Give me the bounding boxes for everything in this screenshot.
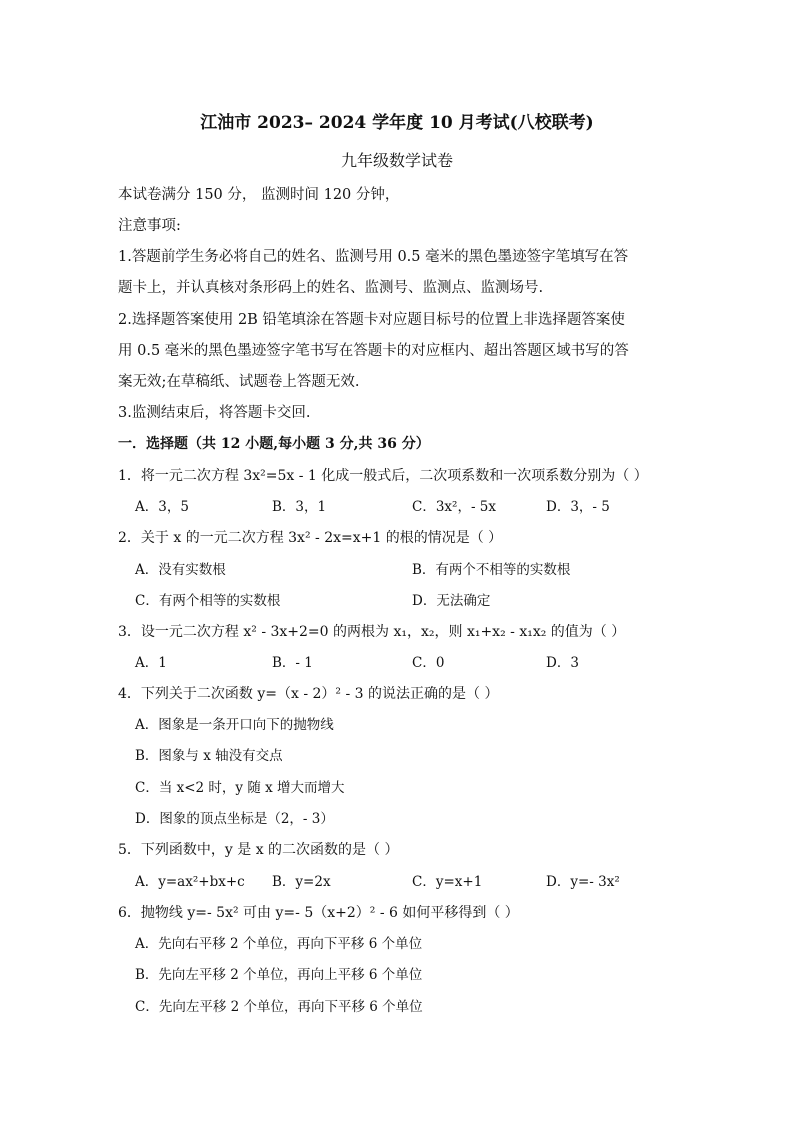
- question-3-option-d: D．3: [546, 655, 579, 671]
- score-time-line: 本试卷满分 150 分， 监测时间 120 分钟，: [118, 187, 400, 203]
- question-3-option-b: B．- 1: [272, 655, 313, 671]
- question-2-option-c: C．有两个相等的实数根: [135, 593, 281, 609]
- question-6-option-a: A．先向右平移 2 个单位，再向下平移 6 个单位: [135, 936, 423, 952]
- question-3-option-a: A．1: [135, 655, 167, 671]
- section-heading: 一．选择题（共 12 小题,每小题 3 分,共 36 分）: [118, 436, 430, 452]
- question-5-stem: 5．下列函数中，y 是 x 的二次函数的是（ ）: [118, 842, 399, 858]
- question-4-option-a: A．图象是一条开口向下的抛物线: [135, 717, 334, 733]
- question-1-option-d: D．3，- 5: [546, 499, 610, 515]
- notice-3-line: 3.监测结束后，将答题卡交回.: [118, 405, 311, 421]
- notice-2-line-2: 用 0.5 毫米的黑色墨迹签字笔书写在答题卡的对应框内、超出答题区域书写的答: [118, 343, 629, 359]
- question-5-option-c: C．y=x+1: [412, 874, 483, 890]
- question-4-option-b: B．图象与 x 轴没有交点: [135, 748, 283, 764]
- notice-2-line-3: 案无效;在草稿纸、试题卷上答题无效.: [118, 374, 360, 390]
- question-2-stem: 2．关于 x 的一元二次方程 3x² - 2x=x+1 的根的情况是（ ）: [118, 530, 503, 546]
- question-3-option-c: C．0: [412, 655, 445, 671]
- exam-title: 江油市 2023– 2024 学年度 10 月考试(八校联考): [200, 113, 594, 133]
- question-4-stem: 4．下列关于二次函数 y=（x - 2）² - 3 的说法正确的是（ ）: [118, 686, 499, 702]
- question-5-option-a: A．y=ax²+bx+c: [135, 874, 245, 890]
- question-6-stem: 6．抛物线 y=- 5x² 可由 y=- 5（x+2）² - 6 如何平移得到（ ）: [118, 905, 519, 921]
- question-1-stem: 1．将一元二次方程 3x²=5x - 1 化成一般式后，二次项系数和一次项系数分别为（ ）: [118, 468, 648, 484]
- question-4-option-d: D．图象的顶点坐标是（2，- 3）: [135, 811, 334, 827]
- question-2-option-d: D．无法确定: [412, 593, 491, 609]
- question-3-stem: 3．设一元二次方程 x² - 3x+2=0 的两根为 x₁，x₂，则 x₁+x₂ - x₁x₂ 的值为（ ）: [118, 624, 626, 640]
- notice-1-line-1: 1.答题前学生务必将自己的姓名、监测号用 0.5 毫米的黑色墨迹签字笔填写在答: [118, 249, 629, 265]
- question-6-option-b: B．先向左平移 2 个单位，再向上平移 6 个单位: [135, 967, 423, 983]
- notice-label: 注意事项:: [118, 218, 181, 234]
- question-5-option-d: D．y=- 3x²: [546, 874, 620, 890]
- question-1-option-a: A．3，5: [135, 499, 189, 515]
- question-4-option-c: C．当 x<2 时，y 随 x 增大而增大: [135, 780, 345, 796]
- notice-1-line-2: 题卡上，并认真核对条形码上的姓名、监测号、监测点、监测场号.: [118, 280, 544, 296]
- question-2-option-a: A．没有实数根: [135, 562, 226, 578]
- notice-2-line-1: 2.选择题答案使用 2B 铅笔填涂在答题卡对应题目标号的位置上非选择题答案使: [118, 312, 625, 328]
- question-1-option-b: B．3，1: [272, 499, 327, 515]
- exam-subtitle: 九年级数学试卷: [340, 151, 453, 170]
- question-1-option-c: C．3x²，- 5x: [412, 499, 496, 515]
- question-5-option-b: B．y=2x: [272, 874, 331, 890]
- question-6-option-c: C．先向左平移 2 个单位，再向下平移 6 个单位: [135, 999, 423, 1015]
- question-2-option-b: B．有两个不相等的实数根: [412, 562, 571, 578]
